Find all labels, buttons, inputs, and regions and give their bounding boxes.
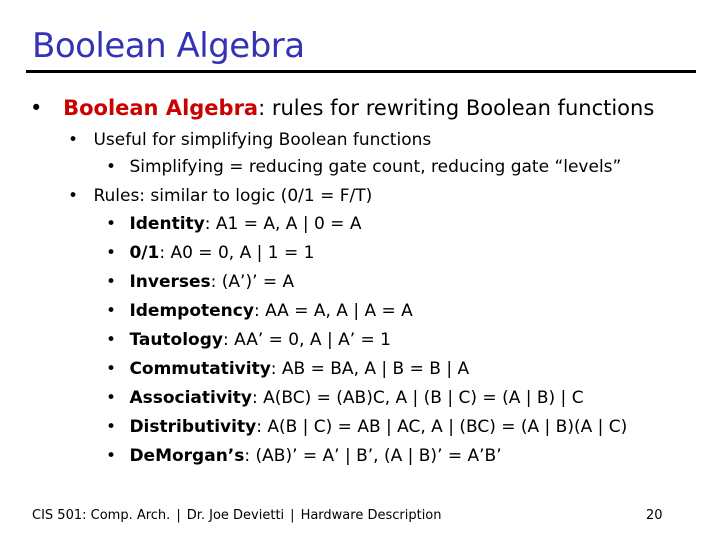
main-bullet xyxy=(30,96,654,120)
bullet-symbol: • xyxy=(106,446,117,466)
rule-name: 0/1 xyxy=(129,243,160,263)
sub-bullet-useful xyxy=(68,130,431,150)
rule-text: : AA’ = 0, A | A’ = 1 xyxy=(222,330,391,350)
rule-item xyxy=(106,214,361,234)
rule-item xyxy=(106,330,391,350)
footer xyxy=(32,508,442,523)
rule-item xyxy=(106,359,469,379)
rule-text: : (AB)’ = A’ | B’, (A | B)’ = A’B’ xyxy=(244,446,502,466)
rule-text: : A(BC) = (AB)C, A | (B | C) = (A | B) | C xyxy=(251,388,584,408)
slide-title: Boolean Algebra xyxy=(32,26,305,66)
rule-item xyxy=(106,243,314,263)
sub-sub-bullet-simplifying xyxy=(106,157,621,177)
bullet-symbol: • xyxy=(106,243,117,263)
rule-name: Inverses xyxy=(129,272,211,292)
bullet-symbol: • xyxy=(106,157,117,177)
footer-course: CIS 501: Comp. Arch. xyxy=(32,508,171,523)
footer-author: Dr. Joe Devietti xyxy=(186,508,285,523)
bullet-symbol: • xyxy=(106,272,117,292)
rule-name: Distributivity xyxy=(129,417,257,437)
bullet-symbol: • xyxy=(68,186,79,206)
rule-item xyxy=(106,388,584,408)
footer-topic: Hardware Description xyxy=(300,508,442,523)
rule-name: Tautology xyxy=(129,330,223,350)
sub-text-simplifying: Simplifying = reducing gate count, reducing gate “levels” xyxy=(129,157,622,177)
rule-item xyxy=(106,446,502,466)
bullet-symbol: • xyxy=(106,359,117,379)
rule-text: : AA = A, A | A = A xyxy=(253,301,413,321)
rule-name: Commutativity xyxy=(129,359,271,379)
rule-name: Idempotency xyxy=(129,301,254,321)
footer-separator: | xyxy=(176,508,181,523)
bullet-symbol: • xyxy=(106,417,117,437)
rule-item xyxy=(106,417,627,437)
title-divider xyxy=(26,70,696,73)
bullet-symbol: • xyxy=(106,214,117,234)
bullet-symbol: • xyxy=(106,301,117,321)
bullet-symbol: • xyxy=(106,330,117,350)
rule-name: DeMorgan’s xyxy=(129,446,245,466)
sub-text-useful: Useful for simplifying Boolean functions xyxy=(93,130,432,150)
rule-text: : AB = BA, A | B = B | A xyxy=(270,359,470,379)
bullet-symbol: • xyxy=(68,130,79,150)
page-number: 20 xyxy=(646,508,663,523)
rule-item xyxy=(106,272,294,292)
rule-name: Associativity xyxy=(129,388,252,408)
rule-item xyxy=(106,301,413,321)
bullet-symbol: • xyxy=(30,96,43,120)
term-description: : rules for rewriting Boolean functions xyxy=(258,96,655,120)
sub-text-rules: Rules: similar to logic (0/1 = F/T) xyxy=(93,186,373,206)
rule-text: : A(B | C) = AB | AC, A | (BC) = (A | B)(A | C) xyxy=(256,417,628,437)
bullet-symbol: • xyxy=(106,388,117,408)
rule-text: : A0 = 0, A | 1 = 1 xyxy=(159,243,315,263)
footer-separator: | xyxy=(290,508,295,523)
rule-text: : A1 = A, A | 0 = A xyxy=(204,214,362,234)
term-boolean-algebra: Boolean Algebra xyxy=(63,96,259,120)
sub-bullet-rules xyxy=(68,186,372,206)
rule-text: : (A’)’ = A xyxy=(210,272,295,292)
rule-name: Identity xyxy=(129,214,205,234)
